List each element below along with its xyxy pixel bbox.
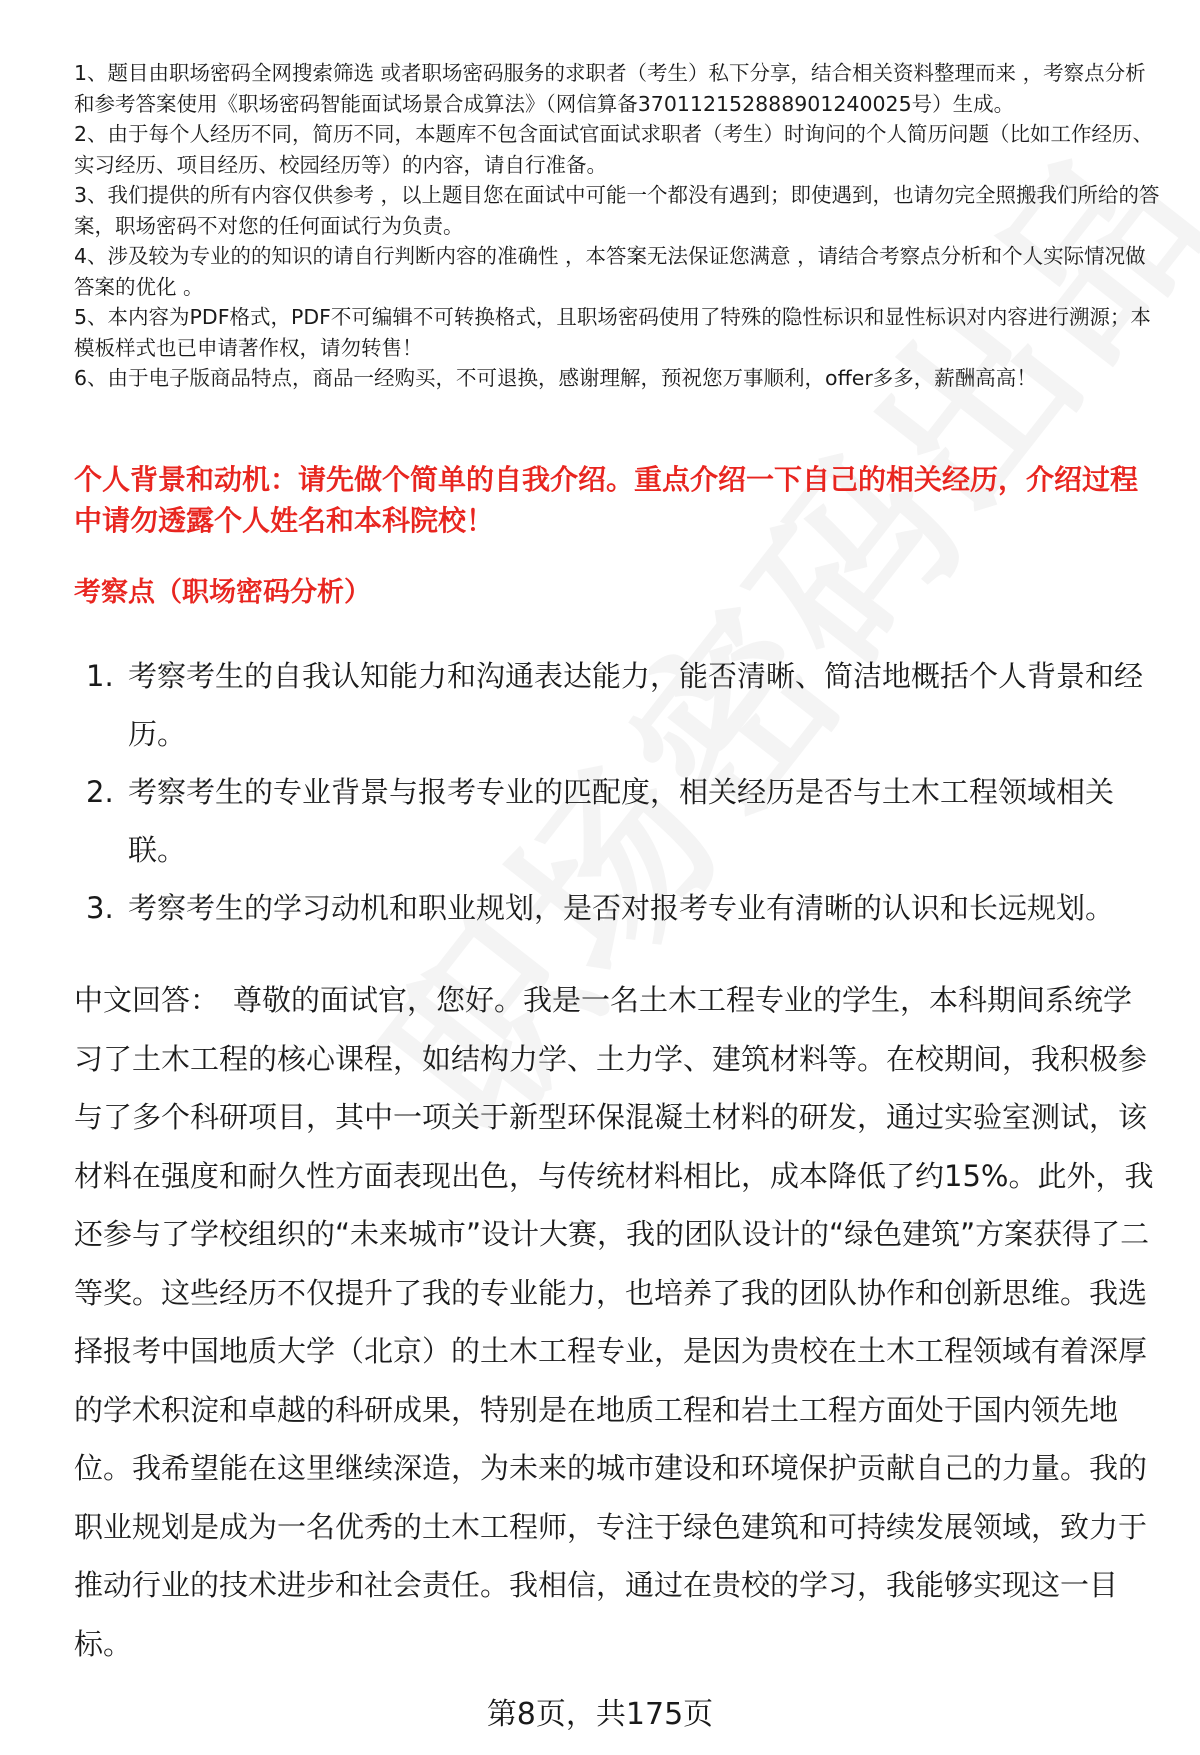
note-item: 1、题目由职场密码全网搜索筛选 或者职场密码服务的求职者（考生）私下分享，结合相关资料整理而来 ，考察点分析和参考答案使用《职场密码智能面试场景合成算法》（网信算备370112152888901240025号）生成。 bbox=[74, 61, 1146, 116]
note-item: 3、我们提供的所有内容仅供参考 ，以上题目您在面试中可能一个都没有遇到；即使遇到，也请勿完全照搬我们所给的答案，职场密码不对您的任何面试行为负责。 bbox=[74, 183, 1160, 238]
note-item: 4、涉及较为专业的的知识的请自行判断内容的准确性 ，本答案无法保证您满意 ，请结合考察点分析和个人实际情况做答案的优化 。 bbox=[74, 244, 1146, 299]
analysis-point bbox=[74, 879, 1160, 937]
answer-label: 中文回答： bbox=[74, 983, 220, 1017]
note-item: 2、由于每个人经历不同，简历不同，本题库不包含面试官面试求职者（考生）时询问的个人简历问题（比如工作经历、实习经历、项目经历、校园经历等）的内容，请自行准备。 bbox=[74, 122, 1154, 177]
point-number: 2. bbox=[86, 775, 114, 809]
note-item: 6、由于电子版商品特点，商品一经购买，不可退换，感谢理解，预祝您万事顺利，offer多多，薪酬高高！ bbox=[74, 366, 1037, 390]
analysis-points bbox=[74, 647, 1160, 937]
point-number: 3. bbox=[86, 891, 114, 925]
point-text: 考察考生的学习动机和职业规划，是否对报考专业有清晰的认识和长远规划。 bbox=[128, 891, 1115, 925]
analysis-point bbox=[74, 647, 1160, 763]
analysis-heading: 考察点（职场密码分析） bbox=[74, 577, 371, 608]
answer-paragraph bbox=[74, 971, 1160, 1673]
disclaimer-notes bbox=[74, 58, 1160, 394]
answer-text: 尊敬的面试官，您好。我是一名土木工程专业的学生，本科期间系统学习了土木工程的核心课程，如结构力学、土力学、建筑材料等。在校期间，我积极参与了多个科研项目，其中一项关于新型环保混凝土材料的研发，通过实验室测试，该材料在强度和耐久性方面表现出色，与传统材料相比，成本降低了约15%。此外，我还参与了学校组织的“未来城市”设计大赛，我的团队设计的“绿色建筑”方案获得了二等奖。这些经历不仅提升了我的专业能力，也培养了我的团队协作和创新思维。我选择报考中国地质大学（北京）的土木工程专业，是因为贵校在土木工程领域有着深厚的学术积淀和卓越的科研成果，特别是在地质工程和岩土工程方面处于国内领先地位。我希望能在这里继续深造，为未来的城市建设和环境保护贡献自己的力量。我的职业规划是成为一名优秀的土木工程师，专注于绿色建筑和可持续发展领域，致力于推动行业的技术进步和社会责任。我相信，通过在贵校的学习，我能够实现这一目标。 bbox=[74, 983, 1154, 1661]
point-text: 考察考生的专业背景与报考专业的匹配度，相关经历是否与土木工程领域相关联。 bbox=[128, 775, 1115, 867]
point-text: 考察考生的自我认知能力和沟通表达能力，能否清晰、简洁地概括个人背景和经历。 bbox=[128, 659, 1144, 751]
point-number: 1. bbox=[86, 659, 114, 693]
note-item: 5、本内容为PDF格式，PDF不可编辑不可转换格式，且职场密码使用了特殊的隐性标识和显性标识对内容进行溯源；本模板样式也已申请著作权，请勿转售！ bbox=[74, 305, 1151, 360]
page-footer: 第8页，共175页 bbox=[486, 1697, 714, 1732]
interview-question: 个人背景和动机：请先做个简单的自我介绍。重点介绍一下自己的相关经历，介绍过程中请勿透露个人姓名和本科院校！ bbox=[74, 463, 1139, 537]
analysis-point bbox=[74, 763, 1160, 879]
